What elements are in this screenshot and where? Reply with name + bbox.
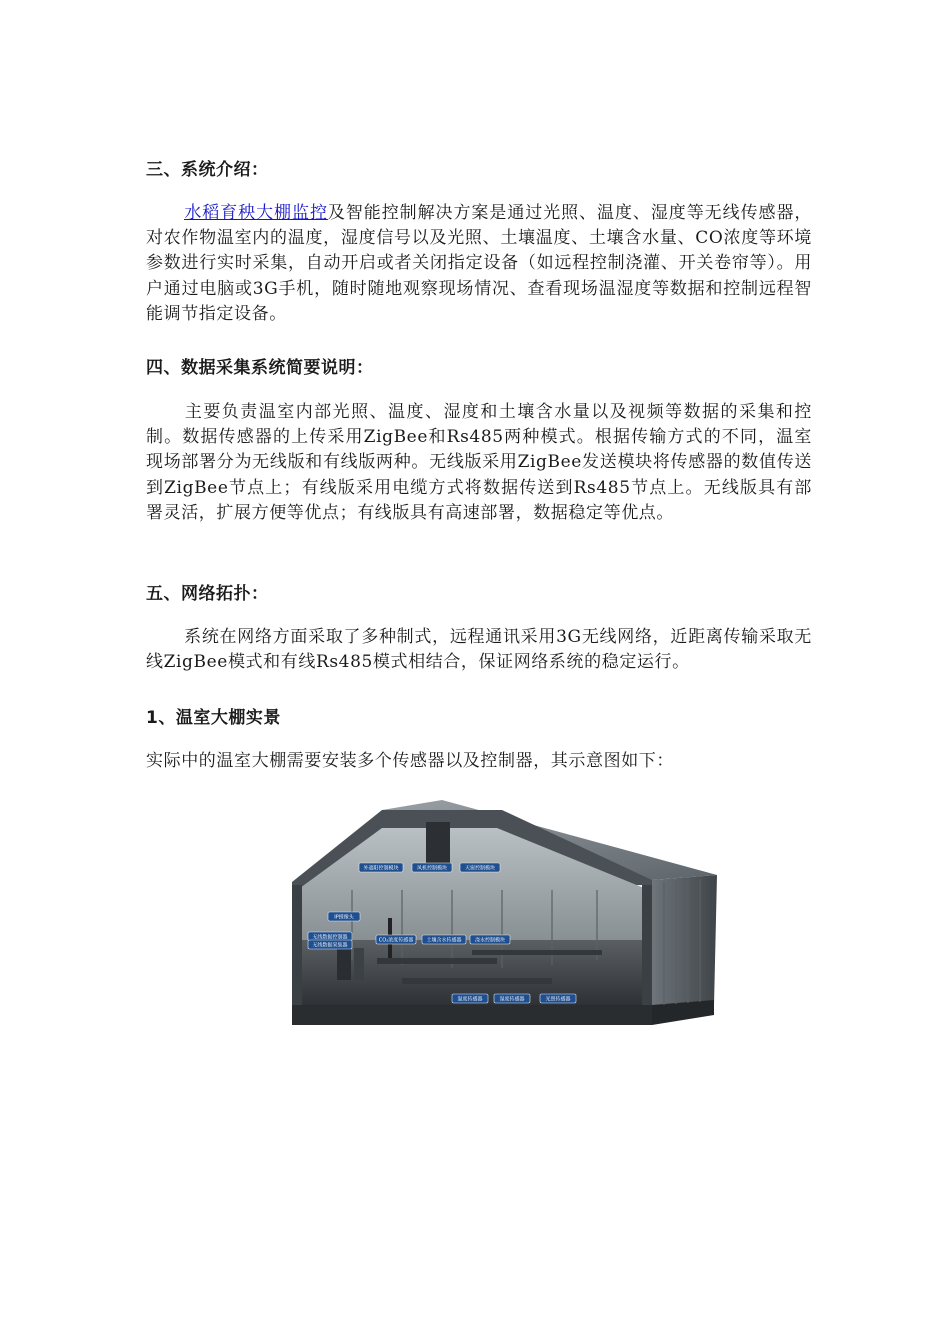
label-skylight: [460, 863, 500, 872]
svg-text:天窗控制模块: 天窗控制模块: [464, 865, 496, 872]
label-irrigation: [470, 935, 510, 944]
section-4-body: 主要负责温室内部光照、温度、湿度和土壤含水量以及视频等数据的采集和控制。数据传感器的上传采用ZigBee和Rs485两种模式。根据传输方式的不同，温室现场部署分为无线版和有线版两种。无线版采用ZigBee发送模块将传感器的数值传送到ZigBee节点上；有线版采用电缆方式将数据传送到Rs485节点上。无线版具有部署灵活，扩展方便等优点；有线版具有高速部署，数据稳定等优点。: [146, 402, 812, 523]
label-humidity: [494, 994, 530, 1003]
greenhouse-monitoring-link[interactable]: 水稻育秧大棚监控: [184, 203, 328, 223]
svg-text:IP摄像头: IP摄像头: [334, 914, 354, 921]
svg-text:浇水控制模块: 浇水控制模块: [474, 937, 506, 944]
label-co2: [376, 935, 416, 944]
label-light: [540, 994, 576, 1003]
svg-text:无线数据采集器: 无线数据采集器: [312, 942, 348, 949]
label-temp: [452, 994, 488, 1003]
greenhouse-diagram: [292, 800, 717, 1030]
section-3-body: 及智能控制解决方案是通过光照、温度、湿度等无线传感器，对农作物温室内的温度，湿度信号以及光照、土壤温度、土壤含水量、CO浓度等环境参数进行实时采集，自动开启或者关闭指定设备（如远程控制浇灌、开关卷帘等）。用户通过电脑或3G手机，随时随地观察现场情况、查看现场温湿度等数据和控制远程智能调节指定设备。: [146, 203, 812, 324]
section-5-heading: 五、网络拓扑：: [146, 584, 269, 604]
subsection-1-paragraph: [146, 749, 812, 774]
label-camera: [328, 912, 360, 921]
section-4-heading: 四、数据采集系统简要说明：: [146, 358, 374, 378]
svg-text:外遮阳控制模块: 外遮阳控制模块: [363, 865, 399, 872]
subsection-1-heading: 1、温室大棚实景: [146, 708, 281, 728]
section-4-paragraph: [146, 400, 812, 526]
section-5-body: 系统在网络方面采取了多种制式，远程通讯采用3G无线网络，近距离传输采取无线ZigBee模式和有线Rs485模式相结合，保证网络系统的稳定运行。: [146, 627, 812, 673]
svg-text:土壤含水传感器: 土壤含水传感器: [426, 937, 462, 944]
label-fan: [412, 863, 452, 872]
label-soil: [422, 935, 466, 944]
svg-text:CO₂浓度传感器: CO₂浓度传感器: [378, 937, 414, 944]
label-wireless-router: [308, 932, 352, 941]
section-3-heading: 三、系统介绍：: [146, 160, 269, 180]
svg-text:光照传感器: 光照传感器: [545, 996, 571, 1003]
section-3-paragraph: [146, 201, 812, 327]
svg-text:温度传感器: 温度传感器: [457, 996, 483, 1003]
svg-text:风机控制模块: 风机控制模块: [416, 865, 448, 872]
svg-text:无线数据控制器: 无线数据控制器: [312, 934, 348, 941]
label-wireless-collector: [308, 940, 352, 949]
subsection-1-body: 实际中的温室大棚需要安装多个传感器以及控制器，其示意图如下：: [146, 751, 674, 771]
svg-text:湿度传感器: 湿度传感器: [499, 996, 525, 1003]
section-5-paragraph: [146, 625, 812, 675]
label-shade: [359, 863, 403, 872]
